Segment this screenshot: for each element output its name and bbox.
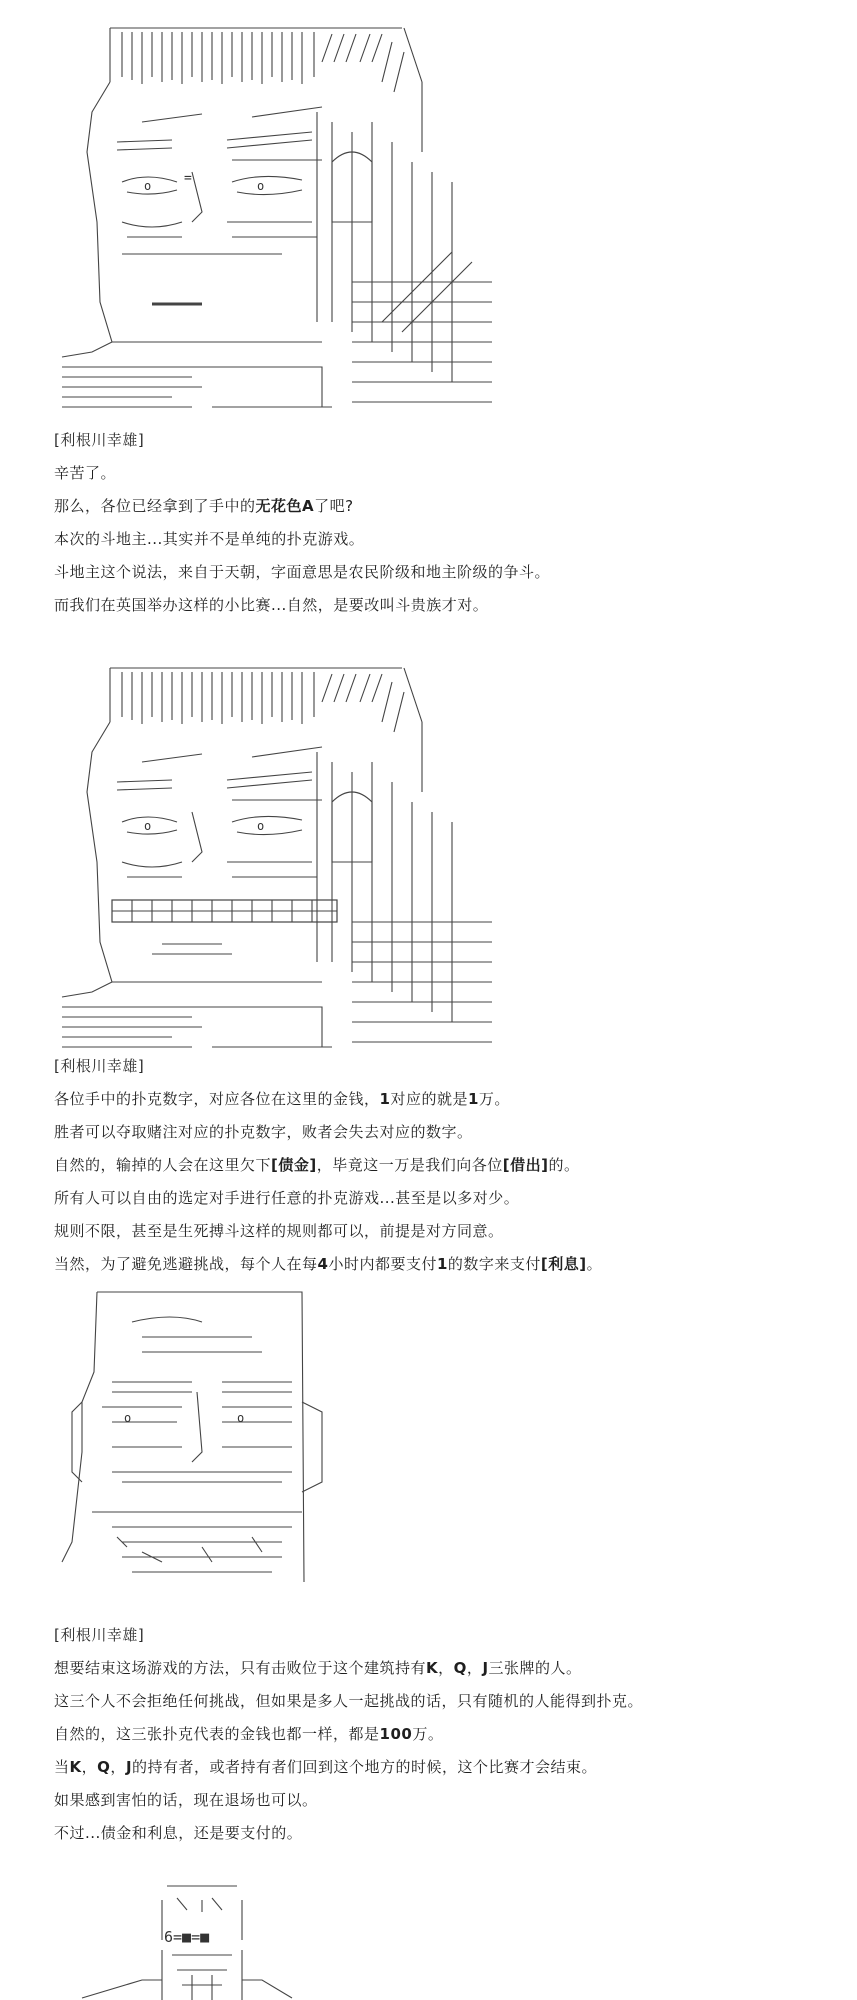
speaker-label: [利根川幸雄] <box>54 431 145 449</box>
svg-text:=: = <box>184 171 192 186</box>
svg-text:o: o <box>144 819 152 833</box>
dialogue-line: 胜者可以夺取赌注对应的扑克数字，败者会失去对应的数字。 <box>54 1123 473 1141</box>
speaker-label: [利根川幸雄] <box>54 1057 145 1075</box>
ascii-art-face-3 <box>52 1282 372 1622</box>
ascii-art-face-4 <box>52 1880 352 2000</box>
dialogue-line: 辛苦了。 <box>54 464 117 482</box>
dialogue-line: 想要结束这场游戏的方法，只有击败位于这个建筑持有K，Q，J三张牌的人。 <box>54 1659 582 1677</box>
dialogue-line: 自然的，这三张扑克代表的金钱也都一样，都是100万。 <box>54 1725 444 1743</box>
dialogue-block-1 <box>54 424 834 622</box>
dialogue-line: 各位手中的扑克数字，对应各位在这里的金钱，1对应的就是1万。 <box>54 1090 510 1108</box>
dialogue-line: 本次的斗地主...其实并不是单纯的扑克游戏。 <box>54 530 365 548</box>
speaker-label: [利根川幸雄] <box>54 1626 145 1644</box>
dialogue-block-2 <box>54 1050 834 1281</box>
dialogue-line: 当K，Q，J的持有者，或者持有者们回到这个地方的时候，这个比赛才会结束。 <box>54 1758 598 1776</box>
dialogue-line: 所有人可以自由的选定对手进行任意的扑克游戏...甚至是以多对少。 <box>54 1189 520 1207</box>
face-4-eyes-text: 6=■=■ <box>164 1928 210 1946</box>
svg-text:o: o <box>124 1411 132 1425</box>
svg-text:o: o <box>237 1411 245 1425</box>
ascii-art-face-2 <box>52 662 502 1062</box>
dialogue-line: 斗地主这个说法，来自于天朝，字面意思是农民阶级和地主阶级的争斗。 <box>54 563 551 581</box>
svg-text:o: o <box>144 179 152 193</box>
dialogue-line: 当然，为了避免逃避挑战，每个人在每4小时内都要支付1的数字来支付[利息]。 <box>54 1255 603 1273</box>
ascii-art-face-1 <box>52 22 502 422</box>
dialogue-line: 而我们在英国举办这样的小比赛...自然，是要改叫斗贵族才对。 <box>54 596 489 614</box>
svg-text:o: o <box>257 179 265 193</box>
dialogue-line: 如果感到害怕的话，现在退场也可以。 <box>54 1791 318 1809</box>
dialogue-block-3 <box>54 1619 834 1850</box>
dialogue-line: 不过...债金和利息，还是要支付的。 <box>54 1824 303 1842</box>
dialogue-line: 规则不限，甚至是生死搏斗这样的规则都可以，前提是对方同意。 <box>54 1222 504 1240</box>
dialogue-line: 那么，各位已经拿到了手中的无花色A了吧? <box>54 497 354 515</box>
dialogue-line: 这三个人不会拒绝任何挑战，但如果是多人一起挑战的话，只有随机的人能得到扑克。 <box>54 1692 644 1710</box>
svg-text:o: o <box>257 819 265 833</box>
dialogue-line: 自然的，输掉的人会在这里欠下[债金]，毕竟这一万是我们向各位[借出]的。 <box>54 1156 580 1174</box>
